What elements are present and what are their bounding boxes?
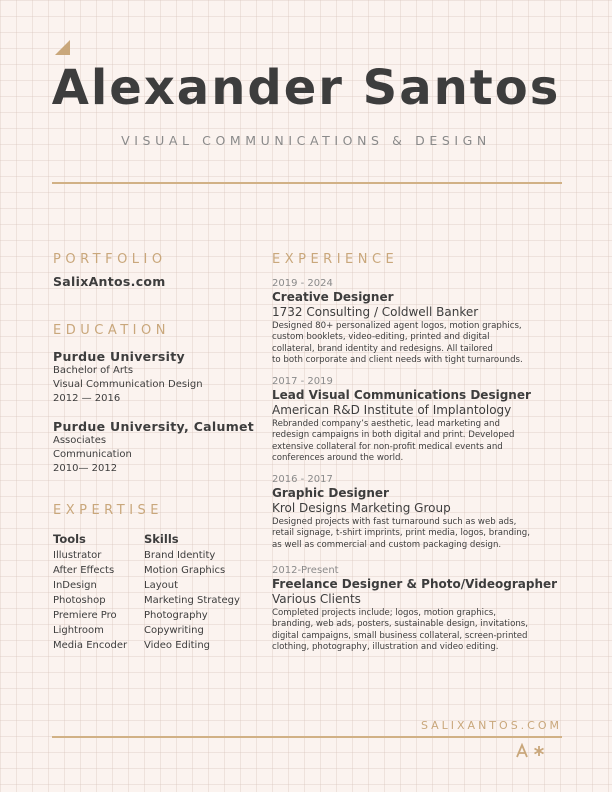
job-company: 1732 Consulting / Coldwell Banker: [272, 305, 479, 319]
tool-item: InDesign: [53, 580, 97, 591]
experience-entry: [272, 564, 564, 653]
skills-list: [144, 531, 240, 653]
desc-line: Designed 80+ personalized agent logos, motion graphics,: [272, 321, 522, 331]
degree-line: Communication: [53, 449, 132, 460]
education-heading: EDUCATION: [53, 323, 170, 338]
desc-line: collateral, brand identity and redesigns. All tailored: [272, 343, 493, 354]
footer-divider: [52, 736, 562, 738]
desc-line: clothing, photography, illustration and video editing.: [272, 641, 499, 652]
experience-entry: [272, 277, 564, 366]
job-role: Graphic Designer: [272, 486, 389, 500]
resume-name: Alexander Santos: [51, 60, 561, 116]
degree-line: Bachelor of Arts: [53, 365, 134, 376]
footer-website-link[interactable]: SALIXANTOS.COM: [420, 719, 562, 732]
tool-item: Photoshop: [53, 595, 106, 606]
experience-heading: EXPERIENCE: [272, 252, 399, 267]
tool-item: Premiere Pro: [53, 610, 117, 621]
education-entry: [53, 419, 254, 476]
desc-line: retail signage, t-shirt imprints, print media, logos, branding,: [272, 528, 530, 539]
skill-item: Motion Graphics: [144, 565, 226, 576]
skill-item: Layout: [144, 580, 178, 591]
expertise-heading: EXPERTISE: [53, 503, 164, 518]
job-years: 2017 - 2019: [272, 376, 333, 387]
footer-monogram-icons: [514, 743, 564, 759]
tool-item: Media Encoder: [53, 640, 128, 651]
school-name: Purdue University: [53, 349, 185, 364]
degree-line: Associates: [53, 435, 107, 446]
job-description: [272, 419, 564, 464]
portfolio-link[interactable]: SalixAntos.com: [53, 274, 166, 289]
experience-entry: [272, 473, 564, 551]
skill-item: Photography: [144, 610, 208, 621]
moon-icon: [554, 746, 560, 757]
resume-subtitle: VISUAL COMMUNICATIONS & DESIGN: [121, 133, 491, 148]
job-company: Various Clients: [272, 592, 361, 606]
tool-item: Illustrator: [53, 550, 102, 561]
header-divider: [52, 182, 562, 184]
skills-heading: Skills: [144, 532, 179, 546]
skill-item: Video Editing: [144, 640, 211, 651]
skill-item: Brand Identity: [144, 550, 216, 561]
job-role: Creative Designer: [272, 290, 394, 304]
desc-line: custom booklets, video-editing, printed and digital: [272, 332, 490, 343]
desc-line: digital campaigns, small business collateral, screen-printed: [272, 630, 528, 641]
desc-line: conferences around the world.: [272, 452, 404, 463]
degree-years: 2012 — 2016: [53, 393, 121, 404]
job-company: American R&D Institute of Implantology: [272, 403, 512, 417]
desc-line: redesign campaigns in both digital and print. Developed: [272, 430, 515, 441]
desc-line: extensive collateral for non-profit medical events and: [272, 441, 503, 452]
job-company: Krol Designs Marketing Group: [272, 501, 451, 515]
desc-line: Completed projects include; logos, motion graphics,: [272, 608, 496, 618]
job-years: 2016 - 2017: [272, 474, 333, 485]
tools-list: [53, 531, 127, 653]
desc-line: as well as commercial and custom packaging design.: [272, 539, 502, 550]
education-entry: [53, 349, 203, 406]
desc-line: Rebranded company’s aesthetic, lead marketing and: [272, 419, 500, 429]
job-role: Lead Visual Communications Designer: [272, 388, 531, 402]
desc-line: branding, web ads, posters, sustainable design, invitations,: [272, 619, 528, 630]
degree-line: Visual Communication Design: [53, 379, 203, 390]
tools-heading: Tools: [53, 532, 86, 546]
star-icon: [535, 746, 544, 756]
job-description: [272, 321, 564, 366]
tool-item: Lightroom: [53, 625, 104, 636]
job-description: [272, 517, 564, 551]
job-description: [272, 608, 564, 653]
experience-entry: [272, 375, 564, 464]
job-role: Freelance Designer & Photo/Videographer: [272, 577, 558, 591]
skill-item: Copywriting: [144, 625, 204, 636]
job-years: 2019 - 2024: [272, 278, 333, 289]
corner-triangle-ornament: [55, 40, 70, 55]
triangle-a-icon: [517, 745, 527, 757]
skill-item: Marketing Strategy: [144, 595, 240, 606]
degree-years: 2010— 2012: [53, 463, 118, 474]
school-name: Purdue University, Calumet: [53, 419, 255, 434]
desc-line: Designed projects with fast turnaround such as web ads,: [272, 517, 517, 527]
tool-item: After Effects: [53, 565, 115, 576]
job-years: 2012-Present: [272, 565, 339, 576]
desc-line: to both corporate and client needs with tight turnarounds.: [272, 354, 523, 365]
portfolio-heading: PORTFOLIO: [53, 252, 167, 267]
